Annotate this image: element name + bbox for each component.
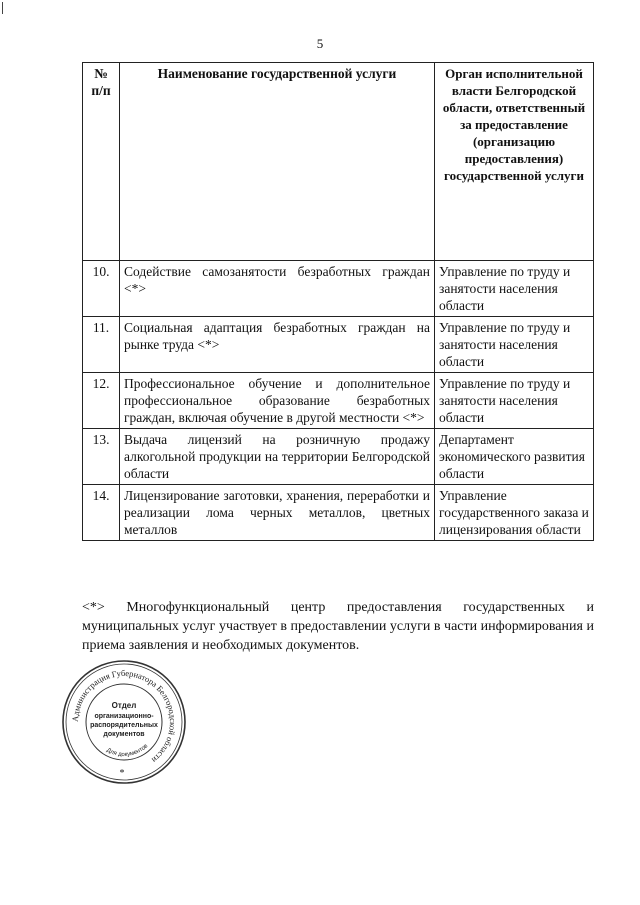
- row-service-name: Профессиональное обучение и дополнительное профессиональное образование безработных граждан, включая обучение в другой местности <*>: [120, 373, 435, 429]
- stamp-center-line: документов: [103, 731, 145, 738]
- page-number: 5: [316, 36, 324, 51]
- official-stamp: [60, 658, 188, 786]
- stamp-center-line: организационно-: [94, 713, 154, 720]
- row-number: 11.: [83, 317, 120, 373]
- row-authority: Департамент экономического развития области: [435, 429, 594, 485]
- table-row: [83, 373, 594, 429]
- table-header-row: [83, 63, 594, 261]
- row-service-name: Выдача лицензий на розничную продажу алкогольной продукции на территории Белгородской области: [120, 429, 435, 485]
- stamp-star: *: [119, 768, 125, 779]
- header-number: № п/п: [83, 63, 120, 261]
- row-authority: Управление государственного заказа и лицензирования области: [435, 485, 594, 541]
- row-service-name: Содействие самозанятости безработных граждан <*>: [120, 261, 435, 317]
- services-table: [82, 62, 594, 541]
- footnote: <*> Многофункциональный центр предоставления государственных и муниципальных услуг участвует в предоставлении услуги в части информирования и приема заявления и необходимых документов.: [82, 600, 594, 653]
- edge-mark: [2, 2, 3, 14]
- table-row: [83, 429, 594, 485]
- stamp-outer-text: Администрация Губернатора Белгородской области: [69, 667, 179, 766]
- row-number: 13.: [83, 429, 120, 485]
- row-authority: Управление по труду и занятости населения области: [435, 317, 594, 373]
- row-number: 10.: [83, 261, 120, 317]
- row-service-name: Социальная адаптация безработных граждан на рынке труда <*>: [120, 317, 435, 373]
- header-service-name: Наименование государственной услуги: [120, 63, 435, 261]
- row-number: 12.: [83, 373, 120, 429]
- table-row: [83, 261, 594, 317]
- row-authority: Управление по труду и занятости населения области: [435, 373, 594, 429]
- stamp-bottom-text: Для документов: [105, 743, 150, 759]
- row-authority: Управление по труду и занятости населения области: [435, 261, 594, 317]
- table-row: [83, 317, 594, 373]
- header-authority: Орган исполнительной власти Белгородской области, ответственный за предоставление (организацию предоставления) государственной услуги: [435, 63, 594, 261]
- row-number: 14.: [83, 485, 120, 541]
- table-row: [83, 485, 594, 541]
- row-service-name: Лицензирование заготовки, хранения, переработки и реализации лома черных металлов, цветных металлов: [120, 485, 435, 541]
- stamp-center-line: распорядительных: [90, 722, 158, 729]
- stamp-center-line: Отдел: [111, 701, 137, 710]
